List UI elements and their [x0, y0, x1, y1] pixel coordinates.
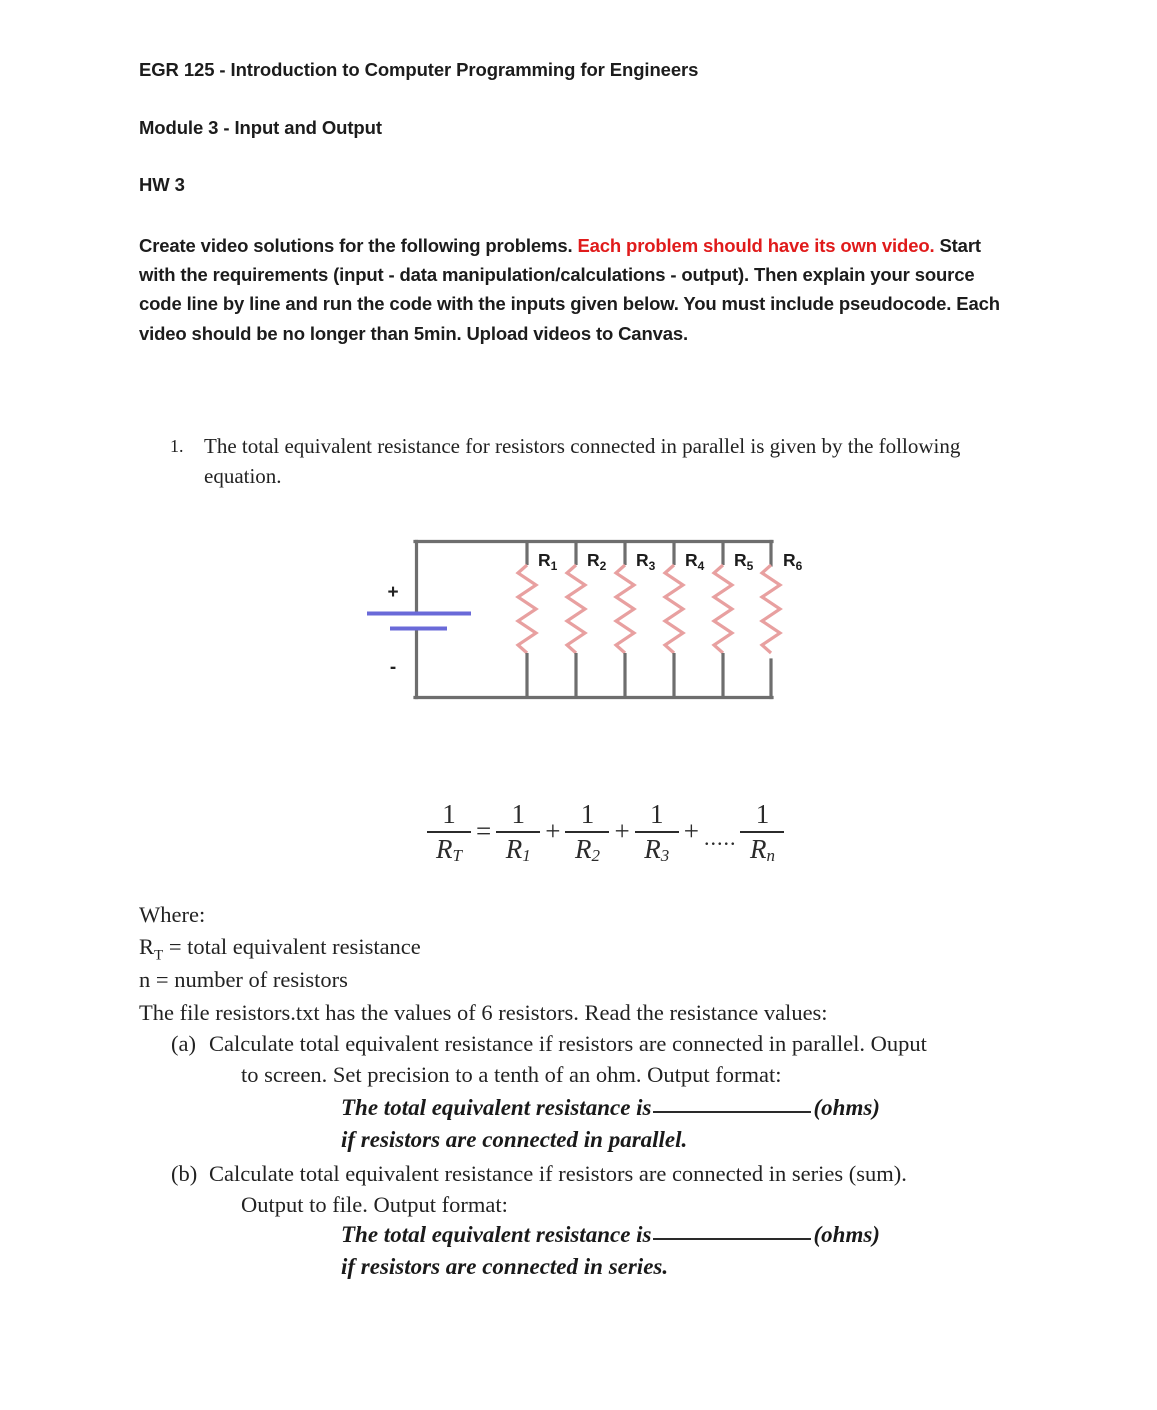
resistor-branch-5 — [714, 542, 732, 698]
fraction-rn — [740, 798, 784, 865]
subitem-b-line-1: Calculate total equivalent resistance if resistors are connected in series (sum). — [209, 1161, 907, 1186]
resistor-label-r2: $R_2$ — [587, 550, 607, 573]
resistor-branch-1 — [518, 542, 536, 698]
denominator: $R_3$ — [644, 833, 670, 865]
battery-minus-sign: - — [389, 657, 397, 678]
fraction-r2 — [565, 798, 609, 865]
subitem-b-line-2: Output to file. Output format: — [241, 1192, 508, 1217]
where-n-definition: n = number of resistors — [139, 967, 348, 992]
instructions-highlight: Each problem should have its own video. — [577, 235, 935, 256]
fill-in-blank — [653, 1111, 811, 1113]
resistor-label-r6: $R_6$ — [783, 550, 803, 573]
problem-item — [170, 431, 1015, 491]
output-format-b-text: The total equivalent resistance is — [341, 1222, 652, 1247]
resistor-branch-4 — [665, 542, 683, 698]
module-title: Module 3 - Input and Output — [139, 117, 382, 138]
numerator: 1 — [755, 798, 770, 829]
rt-definition-text: = total equivalent resistance — [163, 934, 421, 959]
equals-sign: = — [476, 815, 492, 846]
output-format-b-line-2: if resistors are connected in series. — [341, 1254, 669, 1279]
battery-plus-sign: + — [387, 582, 399, 603]
resistor-label-r1: $R_1$ — [538, 550, 558, 573]
numerator: 1 — [649, 798, 664, 829]
numerator: 1 — [511, 798, 525, 829]
fill-in-blank — [653, 1238, 811, 1240]
resistors-file-line: The file resistors.txt has the values of 6 resistors. Read the resistance values: — [139, 1000, 828, 1025]
instructions-part-2: Start with the requirements (input - data manipulation/calculations - output). Then explain your source code line by line and run the code with the inputs given below. You must include pseudocode. Each video should be no longer than 5min. Upload videos to Canvas. — [139, 235, 1000, 344]
battery-symbol — [367, 614, 471, 629]
denominator: $R_1$ — [505, 833, 531, 865]
subitem-b-marker: (b) — [171, 1161, 198, 1186]
parallel-resistance-equation — [425, 786, 786, 878]
rt-subscript: T — [154, 947, 164, 964]
subitem-b-text — [209, 1158, 1031, 1220]
ellipsis: ..... — [703, 825, 737, 850]
resistor-branch-3 — [616, 542, 634, 698]
assignment-title: HW 3 — [139, 174, 185, 195]
parallel-circuit-diagram — [355, 525, 825, 720]
denominator: $R_2$ — [574, 833, 600, 865]
denominator: $R_n$ — [749, 833, 775, 865]
where-rt-definition — [139, 934, 421, 969]
output-format-b — [341, 1219, 880, 1283]
output-format-a-line-2: if resistors are connected in parallel. — [341, 1127, 688, 1152]
output-format-b-units: (ohms) — [813, 1222, 880, 1247]
subitem-a-line-2: to screen. Set precision to a tenth of an ohm. Output format: — [241, 1062, 782, 1087]
rt-symbol: R — [139, 934, 155, 959]
problem-number: 1. — [170, 436, 184, 456]
instructions-part-1: Create video solutions for the following problems. — [139, 235, 578, 256]
denominator: $R_T$ — [436, 833, 462, 865]
instructions-paragraph — [139, 231, 1011, 348]
plus-sign: + — [545, 815, 561, 846]
resistor-label-r3: $R_3$ — [636, 550, 656, 573]
plus-sign: + — [614, 815, 630, 846]
where-label: Where: — [139, 902, 206, 927]
output-format-a-units: (ohms) — [813, 1095, 880, 1120]
resistor-label-r4: $R_4$ — [685, 550, 705, 573]
subitem-a — [171, 1028, 1031, 1090]
course-title: EGR 125 - Introduction to Computer Programming for Engineers — [139, 59, 699, 80]
numerator: 1 — [442, 798, 456, 829]
fraction-total — [427, 798, 471, 865]
numerator: 1 — [580, 798, 595, 829]
subitem-b — [171, 1158, 1031, 1220]
fraction-r3 — [635, 798, 679, 865]
problem-text: The total equivalent resistance for resistors connected in parallel is given by the following equation. — [204, 434, 961, 488]
subitem-a-line-1: Calculate total equivalent resistance if resistors are connected in parallel. Ouput — [209, 1031, 927, 1056]
subitem-a-text — [209, 1028, 1031, 1090]
output-format-a — [341, 1092, 880, 1156]
resistor-branch-2 — [567, 542, 585, 698]
resistor-branch-6 — [762, 565, 780, 653]
fraction-r1 — [496, 798, 540, 865]
resistor-label-r5: $R_5$ — [734, 550, 754, 573]
plus-sign: + — [683, 815, 699, 846]
output-format-a-text: The total equivalent resistance is — [341, 1095, 652, 1120]
subitem-a-marker: (a) — [171, 1031, 196, 1056]
